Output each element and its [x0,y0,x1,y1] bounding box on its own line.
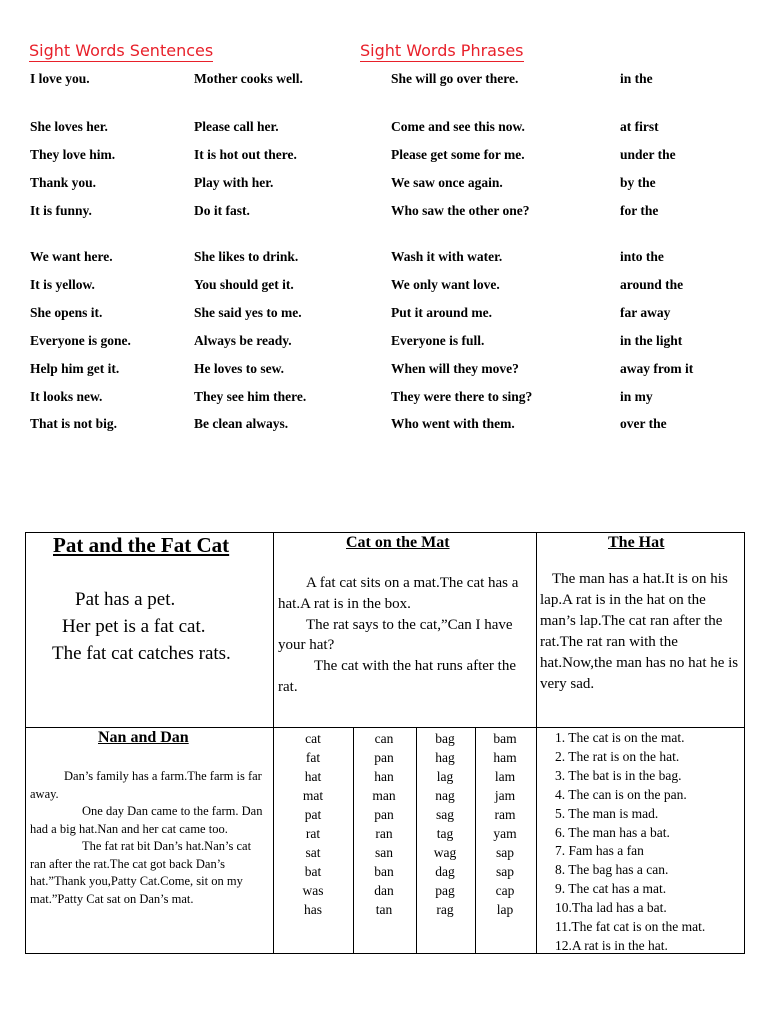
phrase-item: in my [620,389,653,404]
story-mat [278,573,534,698]
sentences-header: Sight Words Sentences [29,41,214,60]
phrase-item: in the [620,71,653,86]
phrase-item: over the [620,416,667,431]
story-title-pat: Pat and the Fat Cat [53,533,230,557]
phrase-item: We only want love. [391,277,500,292]
sentence-item: She loves her. [30,119,108,134]
phrase-item: Wash it with water. [391,249,503,264]
word-cell: ham [493,750,517,765]
sentence-item: She opens it. [30,305,103,320]
word-cell: has [304,902,322,917]
grid-divider [25,727,745,728]
word-cell: rat [305,826,321,841]
numbered-sentence: 5. The man is mad. [555,805,659,821]
story-title-mat: Cat on the Mat [346,534,450,551]
word-cell: lap [496,902,514,917]
sentence-item: Please call her. [194,119,279,134]
word-cell: bam [493,731,517,746]
pat-line: Pat has a pet. [75,589,176,610]
word-cell: san [375,845,393,860]
word-cell: tan [375,902,393,917]
grid-divider [353,727,354,954]
word-cell: nag [435,788,455,803]
sentence-item: It looks new. [30,389,103,404]
grid-divider [536,532,537,954]
phrase-item: around the [620,277,684,292]
grid-divider [273,532,274,954]
sentence-item: It is hot out there. [194,147,297,162]
phrase-item: far away [620,305,671,320]
word-cell: fat [305,750,321,765]
word-cell: dag [435,864,455,879]
word-cell: wag [433,845,457,860]
sentence-item: She likes to drink. [194,249,299,264]
phrases-header: Sight Words Phrases [360,41,524,60]
nan-paragraph: The fat rat bit Dan’s hat.Nan’s cat ran after the rat.The cat got back Dan’s hat.”Thank you,Patty Cat.Come, sit on my mat.”Patty Cat sat on Dan’s mat. [30,839,252,906]
hat-paragraph: The man has a hat.It is on his lap.A rat is in the hat on the man’s lap.The cat ran after the rat.The rat ran with the hat.Now,the man has no hat he is very sad. [540,571,739,692]
word-cell: hag [435,750,455,765]
story-title-nan: Nan and Dan [98,729,189,746]
phrase-item: Everyone is full. [391,333,485,348]
sentence-item: Play with her. [194,175,274,190]
word-cell: sap [496,864,514,879]
word-cell: yam [493,826,517,841]
phrase-item: under the [620,147,676,162]
phrase-item: by the [620,175,656,190]
phrase-item: She will go over there. [391,71,519,86]
phrase-item: away from it [620,361,694,376]
sentence-item: It is funny. [30,203,92,218]
numbered-sentence: 4. The can is on the pan. [555,786,687,802]
word-cell: pan [374,750,394,765]
word-cell: sag [436,807,454,822]
mat-paragraph: The cat with the hat runs after the rat. [278,658,517,695]
word-cell: ran [375,826,393,841]
numbered-sentence: 7. Fam has a fan [555,843,644,859]
sentence-item: They see him there. [194,389,307,404]
word-cell: pan [374,807,394,822]
sentence-item: Do it fast. [194,203,250,218]
word-cell: pat [304,807,322,822]
word-cell: jam [494,788,516,803]
word-cell: sap [496,845,514,860]
word-cell: tag [436,826,454,841]
numbered-sentence: 10.Tha lad has a bat. [555,900,667,916]
numbered-sentence: 9. The cat has a mat. [555,881,667,897]
sentence-item: That is not big. [30,416,118,431]
numbered-sentence: 6. The man has a bat. [555,824,670,840]
word-cell: ram [494,807,516,822]
word-cell: man [372,788,396,803]
word-cell: lam [494,769,516,784]
phrase-item: for the [620,203,659,218]
sentence-item: Be clean always. [194,416,289,431]
word-cell: can [374,731,394,746]
phrase-item: When will they move? [391,361,519,376]
sentence-item: Mother cooks well. [194,71,303,86]
numbered-sentence: 1. The cat is on the mat. [555,730,685,745]
sentence-item: She said yes to me. [194,305,302,320]
sentence-item: Everyone is gone. [30,333,131,348]
story-title-hat: The Hat [608,534,665,551]
pat-line: Her pet is a fat cat. [62,616,206,637]
sentence-item: You should get it. [194,277,294,292]
word-cell: ban [374,864,394,879]
numbered-sentence: 3. The bat is in the bag. [555,767,682,783]
word-cell: pag [435,883,455,898]
sentence-item: It is yellow. [30,277,95,292]
word-cell: cap [495,883,515,898]
numbered-sentence: 12.A rat is in the hat. [555,937,668,953]
numbered-sentences [555,729,705,956]
numbered-sentence: 11.The fat cat is on the mat. [555,919,706,935]
word-cell: was [302,883,324,898]
phrase-item: in the light [620,333,683,348]
phrase-item: Come and see this now. [391,119,525,134]
phrase-item: Put it around me. [391,305,493,320]
story-nan [30,768,270,908]
word-cell: mat [302,788,324,803]
word-cell: dan [374,883,394,898]
phrase-item: into the [620,249,664,264]
phrase-item: at first [620,119,659,134]
sentence-item: He loves to sew. [194,361,284,376]
story-pat [30,586,270,667]
grid-divider [475,727,476,954]
word-cell: rag [436,902,454,917]
pat-line: The fat cat catches rats. [52,643,231,664]
nan-paragraph: Dan’s family has a farm.The farm is far away. [30,769,262,801]
sentence-item: Help him get it. [30,361,120,376]
phrase-item: Who saw the other one? [391,203,530,218]
mat-paragraph: The rat says to the cat,”Can I have your hat? [278,616,513,654]
phrase-item: We saw once again. [391,175,503,190]
sentence-item: Thank you. [30,175,97,190]
word-cell: hat [304,769,322,784]
sentence-item: They love him. [30,147,116,162]
word-cell: cat [305,731,321,746]
mat-paragraph: A fat cat sits on a mat.The cat has a hat.A rat is in the box. [278,575,519,612]
word-cell: sat [305,845,321,860]
phrase-item: They were there to sing? [391,389,533,404]
word-cell: bat [304,864,322,879]
numbered-sentence: 2. The rat is on the hat. [555,748,680,764]
word-cell: han [374,769,394,784]
sentence-item: I love you. [30,71,90,86]
sentence-item: Always be ready. [194,333,292,348]
numbered-sentence: 8. The bag has a can. [555,862,669,878]
phrase-item: Who went with them. [391,416,515,431]
nan-paragraph: One day Dan came to the farm. Dan had a big hat.Nan and her cat came too. [30,804,263,836]
word-cell: lag [436,769,454,784]
word-cell: bag [435,731,455,746]
sentence-item: We want here. [30,249,113,264]
phrase-item: Please get some for me. [391,147,525,162]
